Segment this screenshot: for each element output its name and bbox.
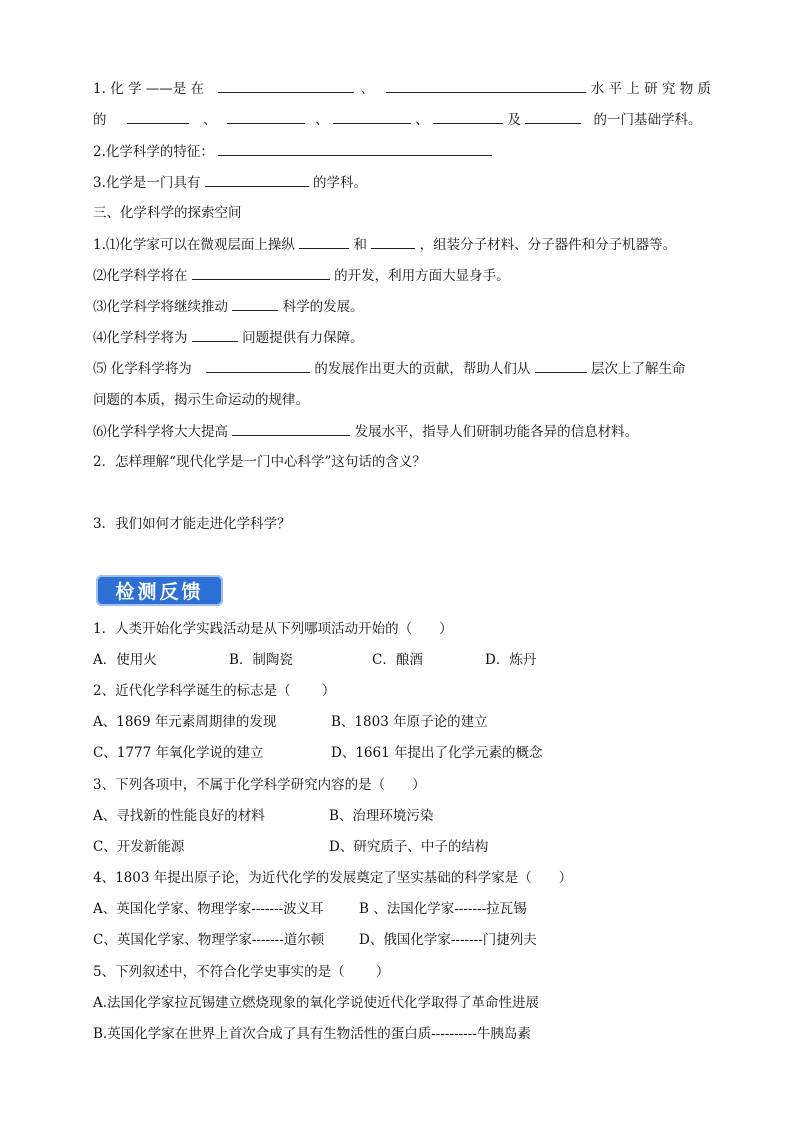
- s5-text-b: 的发展作出更大的贡献，帮助人们从: [314, 361, 531, 377]
- option-c[interactable]: C、开发新能源: [93, 839, 185, 855]
- s5-text-c: 层次上了解生命: [590, 361, 686, 377]
- s4-text-b: 问题提供有力保障。: [242, 330, 364, 346]
- s3-text-a: ⑶化学科学将继续推动: [93, 299, 228, 315]
- q1-text-e: 、: [203, 112, 217, 128]
- s2-text-a: ⑵化学科学将在: [93, 268, 188, 284]
- option-b[interactable]: B、1803 年原子论的建立: [331, 714, 488, 730]
- s6-text-a: ⑹化学科学将大大提高: [93, 424, 228, 440]
- blank[interactable]: [433, 109, 503, 124]
- q1-text-h: 及: [507, 112, 521, 128]
- blank[interactable]: [299, 234, 349, 249]
- heading-text: 三、化学科学的探索空间: [93, 205, 242, 221]
- blank[interactable]: [525, 109, 581, 124]
- blank[interactable]: [386, 78, 586, 93]
- q2-line: [93, 141, 492, 162]
- quiz-q5-option-a: [93, 993, 539, 1013]
- q1-text-a: 1. 化 学 ——是 在: [93, 81, 205, 97]
- q1-text-b: 、: [360, 81, 375, 97]
- q1-text-f: 、: [315, 112, 329, 128]
- quiz-q5-stem: [93, 962, 389, 982]
- quiz-q1-stem-text: 1．人类开始化学实践活动是从下列哪项活动开始的（ ）: [93, 621, 453, 637]
- q2-text: 2.化学科学的特征：: [93, 144, 214, 160]
- question-2: [93, 452, 426, 472]
- quiz-q1-stem: [93, 619, 453, 639]
- blank[interactable]: [218, 141, 492, 156]
- section-badge: [96, 575, 223, 606]
- section-heading: [93, 203, 242, 223]
- option-d[interactable]: D、俄国化学家-------门捷列夫: [359, 932, 537, 948]
- s4-line: [93, 327, 364, 348]
- blank[interactable]: [127, 109, 189, 124]
- quiz-q2-stem-text: 2、近代化学科学诞生的标志是（ ）: [93, 683, 336, 699]
- s4-text-a: ⑷化学科学将为: [93, 330, 188, 346]
- blank[interactable]: [192, 327, 238, 342]
- q1-text-i: 的一门基础学科。: [593, 112, 702, 128]
- option-d[interactable]: D、1661 年提出了化学元素的概念: [331, 745, 543, 761]
- s5-text-d: 问题的本质，揭示生命运动的规律。: [93, 392, 309, 408]
- s5-text-a: ⑸ 化学科学将为: [93, 361, 192, 377]
- option-d[interactable]: D．炼丹: [485, 652, 537, 668]
- option-c[interactable]: C、1777 年氧化学说的建立: [93, 745, 264, 761]
- option-d[interactable]: D、研究质子、中子的结构: [329, 839, 489, 855]
- s1-text-a: 1.⑴化学家可以在微观层面上操纵: [93, 237, 295, 253]
- quiz-q5-stem-text: 5、下列叙述中，不符合化学史事实的是（ ）: [93, 964, 390, 980]
- option-a[interactable]: A、寻找新的性能良好的材料: [93, 808, 265, 824]
- option-a[interactable]: A．使用火: [93, 652, 157, 668]
- blank[interactable]: [205, 172, 309, 187]
- s2-text-b: 的开发，利用方面大显身手。: [334, 268, 510, 284]
- option-c[interactable]: C．酿酒: [372, 652, 423, 668]
- blank[interactable]: [371, 234, 415, 249]
- option-b[interactable]: B 、法国化学家-------拉瓦锡: [359, 901, 527, 917]
- s6-text-b: 发展水平，指导人们研制功能各异的信息材料。: [354, 424, 639, 440]
- q3-line: [93, 172, 367, 193]
- option-a[interactable]: A、英国化学家、物理学家-------波义耳: [93, 901, 324, 917]
- question-3-text: 3．我们如何才能走进化学科学？: [93, 516, 291, 532]
- q1-line1: [93, 78, 711, 99]
- s5-line1: [93, 358, 685, 379]
- quiz-q2-stem: [93, 681, 335, 701]
- quiz-q4-stem-text: 4、1803 年提出原子论，为近代化学的发展奠定了坚实基础的科学家是（ ）: [93, 870, 573, 886]
- badge-text: 检测反馈: [115, 581, 204, 603]
- option-a[interactable]: A、1869 年元素周期律的发现: [93, 714, 277, 730]
- s1-text-c: ，组装分子材料、分子器件和分子机器等。: [419, 237, 677, 253]
- question-2-text: 2．怎样理解“现代化学是一门中心科学”这句话的含义？: [93, 454, 426, 470]
- question-3: [93, 514, 291, 534]
- quiz-q3-stem-text: 3、下列各项中，不属于化学科学研究内容的是（ ）: [93, 777, 426, 793]
- blank[interactable]: [232, 296, 278, 311]
- option-b[interactable]: B.英国化学家在世界上首次合成了具有生物活性的蛋白质----------牛胰岛素: [93, 1026, 531, 1042]
- blank[interactable]: [192, 265, 330, 280]
- s1-text-b: 和: [353, 237, 367, 253]
- q1-text-d: 的: [93, 112, 107, 128]
- s6-line: [93, 421, 638, 442]
- blank[interactable]: [227, 109, 305, 124]
- quiz-q5-option-b: [93, 1024, 531, 1044]
- s2-line: [93, 265, 510, 286]
- q3-text-a: 3.化学是一门具有: [93, 175, 201, 191]
- s3-line: [93, 296, 364, 317]
- blank[interactable]: [218, 78, 354, 93]
- option-c[interactable]: C、英国化学家、物理学家-------道尔顿: [93, 932, 325, 948]
- s1-line: [93, 234, 676, 255]
- quiz-q4-stem: [93, 868, 572, 888]
- blank[interactable]: [206, 358, 310, 373]
- blank[interactable]: [232, 421, 350, 436]
- blank[interactable]: [333, 109, 411, 124]
- quiz-q3-stem: [93, 775, 426, 795]
- option-a[interactable]: A.法国化学家拉瓦锡建立燃烧现象的氧化学说使近代化学取得了革命性进展: [93, 995, 540, 1011]
- q1-text-c: 水 平 上 研 究 物 质: [590, 81, 711, 97]
- option-b[interactable]: B、治理环境污染: [329, 808, 434, 824]
- q3-text-b: 的学科。: [312, 175, 367, 191]
- q1-text-g: 、: [415, 112, 429, 128]
- option-b[interactable]: B．制陶瓷: [229, 652, 293, 668]
- s5-line2: [93, 390, 309, 410]
- q1-line2: [93, 109, 701, 130]
- blank[interactable]: [535, 358, 587, 373]
- s3-text-b: 科学的发展。: [282, 299, 364, 315]
